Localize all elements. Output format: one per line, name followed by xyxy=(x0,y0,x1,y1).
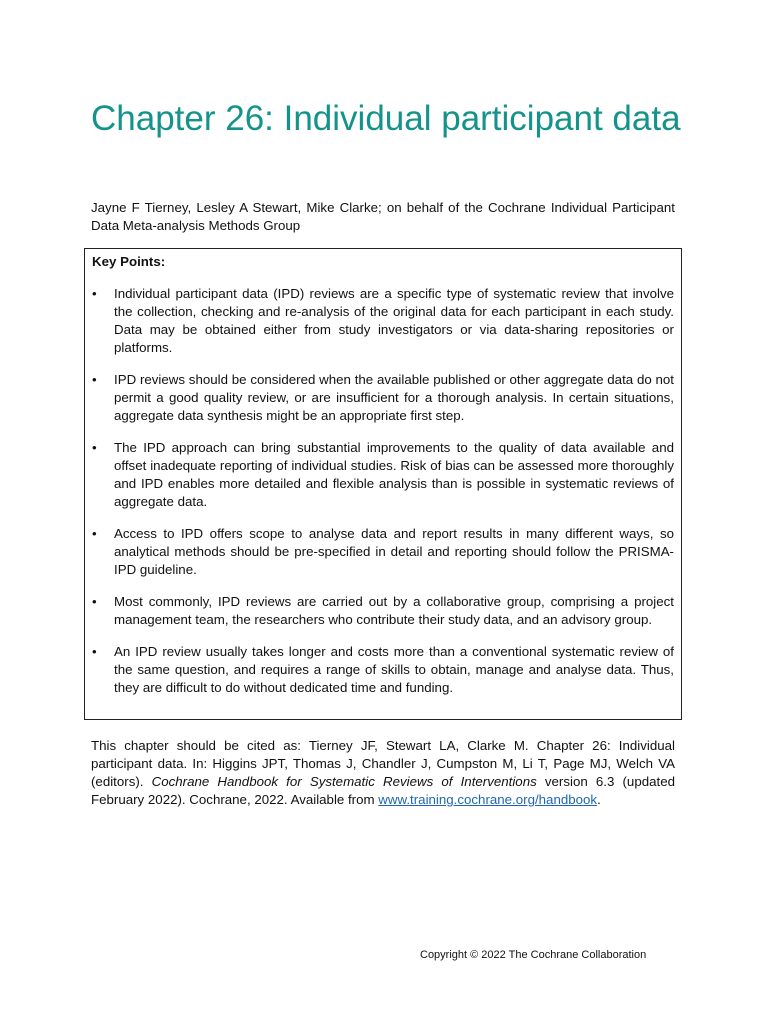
bullet-icon: • xyxy=(92,644,97,659)
key-point-item xyxy=(92,285,674,357)
key-point-item xyxy=(92,525,674,579)
key-point-text: An IPD review usually takes longer and costs more than a conventional systematic review of the same question, and requires a range of skills to obtain, manage and analyse data. Thus, they are difficult to do without dedicated time and funding. xyxy=(114,644,674,695)
key-point-item xyxy=(92,439,674,511)
key-point-text: Individual participant data (IPD) reviews are a specific type of systematic review that involve the collection, checking and re-analysis of the original data for each participant in each study. Data may be obtained either from study investigators or via data-sharing repositories or platforms. xyxy=(114,286,674,355)
bullet-icon: • xyxy=(92,372,97,387)
citation-middle: version 6.3 (updated February 2022). Cochrane, 2022. Available from xyxy=(91,774,675,807)
citation-book-title: Cochrane Handbook for Systematic Reviews of Interventions xyxy=(151,774,537,789)
key-point-text: Most commonly, IPD reviews are carried out by a collaborative group, comprising a project management team, the researchers who contribute their study data, and an advisory group. xyxy=(114,594,674,627)
key-points-list xyxy=(92,285,674,697)
chapter-authors: Jayne F Tierney, Lesley A Stewart, Mike Clarke; on behalf of the Cochrane Individual Participant Data Meta-analysis Methods Group xyxy=(91,200,675,233)
key-points-box xyxy=(84,248,682,720)
bullet-icon: • xyxy=(92,594,97,609)
chapter-title: Chapter 26: Individual participant data xyxy=(91,99,681,138)
key-point-item xyxy=(92,371,674,425)
key-point-item xyxy=(92,593,674,629)
handbook-link[interactable]: www.training.cochrane.org/handbook xyxy=(378,792,598,807)
key-points-heading: Key Points: xyxy=(92,254,166,269)
key-point-text: The IPD approach can bring substantial improvements to the quality of data available and offset inadequate reporting of individual studies. Risk of bias can be assessed more thoroughly and IPD enables more detailed and flexible analysis than is possible in systematic reviews of aggregate data. xyxy=(114,440,674,509)
key-point-text: IPD reviews should be considered when the available published or other aggregate data do not permit a good quality review, or are insufficient for a thorough analysis. In certain situations, aggregate data synthesis might be an appropriate first step. xyxy=(114,372,674,423)
copyright-footer: Copyright © 2022 The Cochrane Collaboration xyxy=(420,949,647,961)
key-point-item xyxy=(92,643,674,697)
citation-suffix: . xyxy=(597,792,601,807)
key-point-text: Access to IPD offers scope to analyse data and report results in many different ways, so analytical methods should be pre-specified in detail and reporting should follow the PRISMA-IPD guideline. xyxy=(114,526,674,577)
bullet-icon: • xyxy=(92,526,97,541)
citation-paragraph xyxy=(91,737,675,809)
bullet-icon: • xyxy=(92,286,97,301)
bullet-icon: • xyxy=(92,440,97,455)
citation-prefix: This chapter should be cited as: Tierney JF, Stewart LA, Clarke M. Chapter 26: Individual participant data. In: Higgins JPT, Thomas J, Chandler J, Cumpston M, Li T, Page MJ, Welch VA (editors). xyxy=(91,738,675,789)
